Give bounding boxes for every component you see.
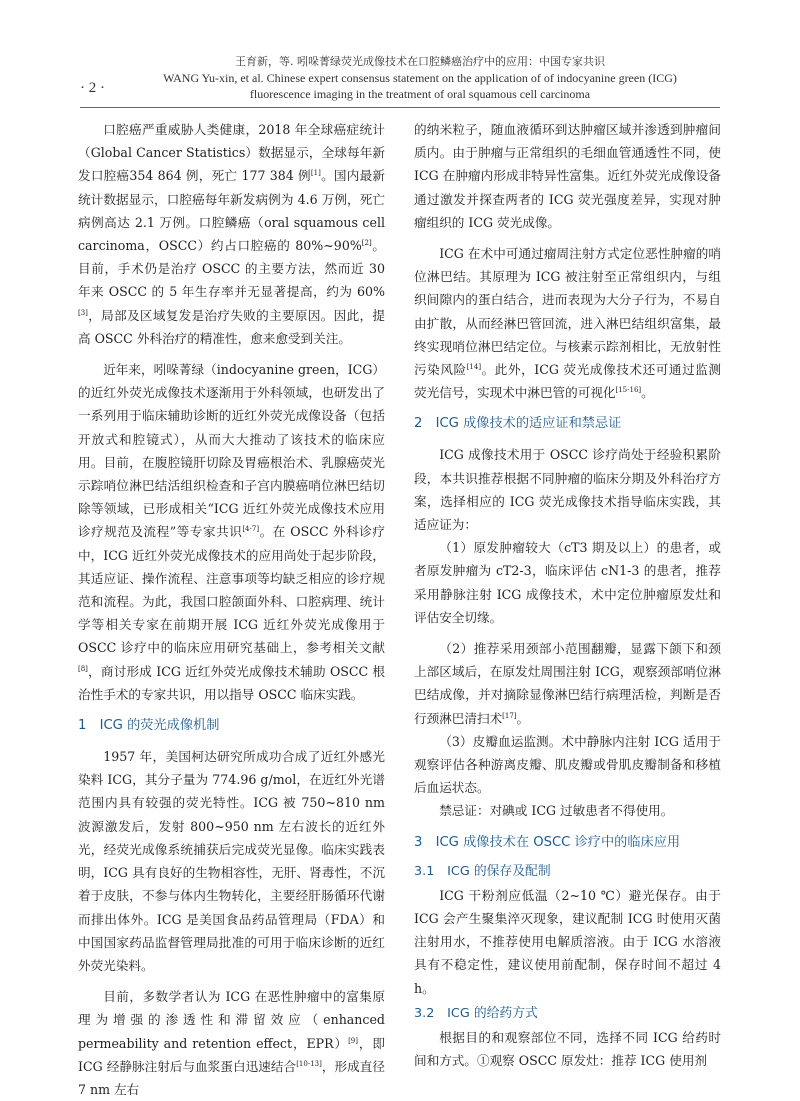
paragraph: 的纳米粒子，随血液循环到达肿瘤区域并渗透到肿瘤间质内。由于肿瘤与正常组织的毛细血管通透性不同，使 ICG 在肿瘤内形成非特异性富集。近红外荧光成像设备通过激发并探查两者的 ICG 荧光强度差异，实现对肿瘤组织的 ICG 荧光成像。 <box>414 122 721 230</box>
citation: [4-7] <box>242 525 260 534</box>
citation: [1] <box>310 169 321 178</box>
section-heading: 3 ICG 成像技术在 OSCC 诊疗中的临床应用 <box>414 834 681 850</box>
running-title-en-1: WANG Yu-xin, et al. Chinese expert consensus statement on the application of of indocyanine green (ICG) <box>163 71 677 85</box>
running-title <box>110 54 730 102</box>
paragraph: 口腔癌严重威胁人类健康，2018 年全球癌症统计（Global Cancer Statistics）数据显示，全球每年新发口腔癌354 864 例，死亡 177 384 例[1]。国内最新统计数据显示，口腔癌每年新发病例为 4.6 万例，死亡病例高达 2.1 万例。口腔鳞癌（oral squamous cell carcinoma，OSCC）约占口腔癌的 80%~90%[2]。目前，手术仍是治疗 OSCC 的主要方法，然而近 30 年来 OSCC 的 5 年生存率并无显著提高，约为 60%[3]，局部及区域复发是治疗失败的主要原因。因此，提高 OSCC 外科治疗的精准性，愈来愈受到关注。 <box>78 122 386 346</box>
paragraph: 1957 年，美国柯达研究所成功合成了近红外感光染料 ICG，其分子量为 774.96 g/mol，在近红外光谱范围内具有较强的荧光特性。ICG 被 750~810 nm 波源激发后，发射 800~950 nm 左右波长的近红外光，经荧光成像系统捕获后完成荧光显像。临床实践表明，ICG 具有良好的生物相容性，无肝、肾毒性，不沉着于皮肤，不参与体内生物转化，主要经肝肠循环代谢而排出体外。ICG 是美国食品药品管理局（FDA）和中国国家药品监督管理局批准的可用于临床诊断的近红外荧光染料。 <box>78 749 385 973</box>
subsection-heading: 3.2 ICG 的给药方式 <box>414 1005 538 1021</box>
left-column <box>78 118 385 1101</box>
citation: [8] <box>78 664 88 673</box>
citation: [15-16] <box>615 386 642 395</box>
citation: [17] <box>502 711 517 720</box>
paragraph: ICG 成像技术用于 OSCC 诊疗尚处于经验积累阶段，本共识推荐根据不同肿瘤的临床分期及外科治疗方案，选择相应的 ICG 荧光成像技术指导临床实践，其适应证为： <box>414 447 721 533</box>
citation: [2] <box>361 238 372 247</box>
paragraph: （1）原发肿瘤较大（cT3 期及以上）的患者，或者原发肿瘤为 cT2-3，临床评估 cN1-3 的患者，推荐采用静脉注射 ICG 成像技术，术中定位肿瘤原发灶和评估安全切缘。 <box>414 540 721 625</box>
paragraph: ICG 在术中可通过瘤周注射方式定位恶性肿瘤的哨位淋巴结。其原理为 ICG 被注射至正常组织内，与组织间隙内的蛋白结合，进而表现为大分子行为，不易自由扩散，从而经淋巴管回流，进入淋巴结组织富集，最终实现哨位淋巴结定位。与核素示踪剂相比，无放射性污染风险[14]。此外，ICG 荧光成像技术还可通过监测荧光信号，实现术中淋巴管的可视化[15-16]。 <box>414 246 722 401</box>
header-rule <box>80 107 720 108</box>
paragraph: （2）推荐采用颈部小范围翻瓣，显露下颌下和颈上部区域后，在原发灶周围注射 ICG，观察颈部哨位淋巴结成像，并对摘除显像淋巴结行病理活检，判断是否行颈淋巴清扫术[17]。 <box>414 641 721 726</box>
running-title-zh: 王育新，等. 吲哚菁绿荧光成像技术在口腔鳞癌治疗中的应用：中国专家共识 <box>235 55 605 68</box>
right-column <box>414 118 721 1072</box>
paragraph: 目前，多数学者认为 ICG 在恶性肿瘤中的富集原理为增强的渗透性和滞留效应（enhanced permeability and retention effect，EPR）[9]，即 ICG 经静脉注射后与血浆蛋白迅速结合[10-13]，形成直径 7 nm 左右 <box>78 989 386 1097</box>
paragraph: 禁忌证：对碘或 ICG 过敏患者不得使用。 <box>439 803 674 819</box>
page-number: · 2 · <box>80 80 105 96</box>
running-title-en-2: fluorescence imaging in the treatment of oral squamous cell carcinoma <box>249 87 591 101</box>
paragraph: 根据目的和观察部位不同，选择不同 ICG 给药时间和方式。①观察 OSCC 原发灶：推荐 ICG 使用剂 <box>414 1029 721 1068</box>
citation: [3] <box>78 308 88 317</box>
section-heading: 2 ICG 成像技术的适应证和禁忌证 <box>414 416 622 432</box>
citation: [10-13] <box>296 1059 322 1068</box>
citation: [9] <box>348 1036 358 1045</box>
page-header <box>0 0 800 112</box>
paragraph: 近年来，吲哚菁绿（indocyanine green，ICG）的近红外荧光成像技术逐渐用于外科领域，也研发出了一系列用于临床辅助诊断的近红外荧光成像设备（包括开放式和腔镜式），从而大大推动了该技术的临床应用。目前，在腹腔镜肝切除及胃癌根治术、乳腺癌荧光示踪哨位淋巴结活组织检查和子宫内膜癌哨位淋巴结切除等领域，已形成相关“ICG 近红外荧光成像技术应用诊疗规范及流程”等专家共识[4-7]。在 OSCC 外科诊疗中，ICG 近红外荧光成像技术的应用尚处于起步阶段，其适应证、操作流程、注意事项等均缺乏相应的诊疗规范和流程。为此，我国口腔颌面外科、口腔病理、统计学等相关专家在前期开展 ICG 近红外荧光成像用于 OSCC 诊疗中的临床应用研究基础上，参考相关文献[8]，商讨形成 ICG 近红外荧光成像技术辅助 OSCC 根治性手术的专家共识，用以指导 OSCC 临床实践。 <box>78 362 385 702</box>
paragraph: （3）皮瓣血运监测。术中静脉内注射 ICG 适用于观察评估各种游离皮瓣、肌皮瓣或骨肌皮瓣制备和移植后血运状态。 <box>414 733 721 796</box>
citation: [14] <box>466 362 482 371</box>
section-heading: 1 ICG 的荧光成像机制 <box>78 718 220 734</box>
paragraph: ICG 干粉剂应低温（2~10 ℃）避光保存。由于 ICG 会产生聚集淬灭现象，建议配制 ICG 时使用灭菌注射用水，不推荐使用电解质溶液。由于 ICG 水溶液具有不稳定性，建议使用前配制，保存时间不超过 4 h。 <box>414 887 721 996</box>
subsection-heading: 3.1 ICG 的保存及配制 <box>414 863 551 879</box>
